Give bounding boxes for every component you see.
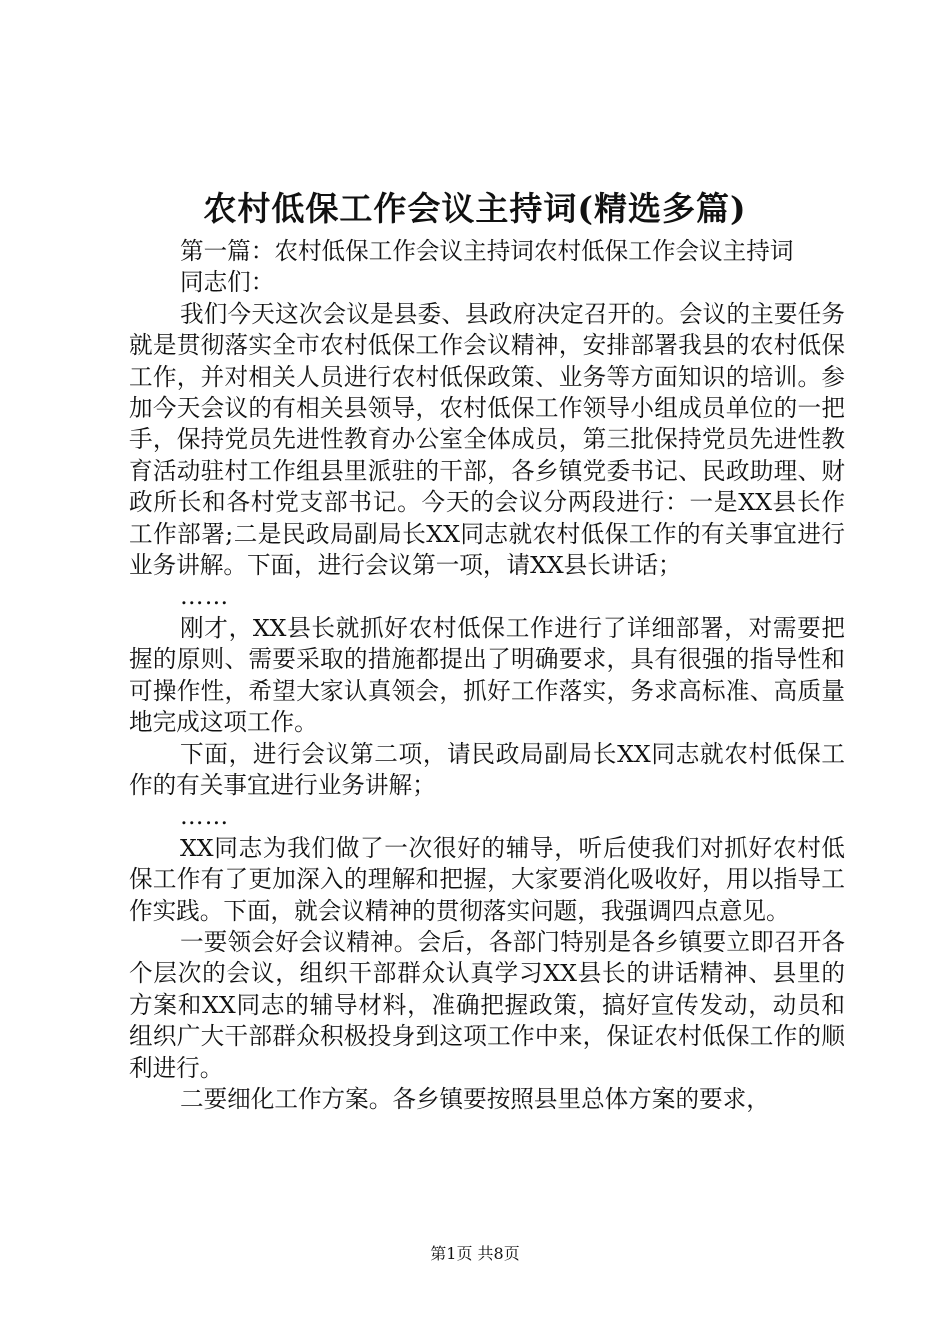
paragraph: 一要领会好会议精神。会后，各部门特别是各乡镇要立即召开各个层次的会议，组织干部群众认真学习XX县长的讲话精神、县里的方案和XX同志的辅导材料，准确把握政策，搞好宣传发动，动员和组织广大干部群众积极投身到这项工作中来，保证农村低保工作的顺利进行。 [129,927,845,1082]
ellipsis: …… [180,802,230,831]
paragraph-salutation: 同志们： [180,268,275,297]
page-number: 第1页 共8页 [430,1244,520,1263]
paragraph-heading: 第一篇：农村低保工作会议主持词农村低保工作会议主持词 [180,237,794,265]
paragraph: 刚才，XX县长就抓好农村低保工作进行了详细部署，对需要把握的原则、需要采取的措施都提出了明确要求，具有很强的指导性和可操作性，希望大家认真领会，抓好工作落实，务求高标准、高质量地完成这项工作。 [129,613,845,737]
document-title: 农村低保工作会议主持词(精选多篇) [203,189,747,228]
paragraph: XX同志为我们做了一次很好的辅导，听后使我们对抓好农村低保工作有了更加深入的理解和把握，大家要消化吸收好，用以指导工作实践。下面，就会议精神的贯彻落实问题，我强调四点意见。 [129,833,845,925]
document-body [129,236,845,1115]
paragraph: 下面，进行会议第二项，请民政局副局长XX同志就农村低保工作的有关事宜进行业务讲解； [129,739,845,799]
paragraph: 我们今天这次会议是县委、县政府决定召开的。会议的主要任务就是贯彻落实全市农村低保工作会议精神，安排部署我县的农村低保工作，并对相关人员进行农村低保政策、业务等方面知识的培训。参加今天会议的有相关县领导，农村低保工作领导小组成员单位的一把手，保持党员先进性教育办公室全体成员，第三批保持党员先进性教育活动驻村工作组县里派驻的干部，各乡镇党委书记、民政助理、财政所长和各村党支部书记。今天的会议分两段进行：一是XX县长作工作部署;二是民政局副局长XX同志就农村低保工作的有关事宜进行业务讲解。下面，进行会议第一项，请XX县长讲话； [129,299,845,580]
paragraph: 二要细化工作方案。各乡镇要按照县里总体方案的要求， [180,1084,770,1113]
ellipsis: …… [180,582,230,611]
